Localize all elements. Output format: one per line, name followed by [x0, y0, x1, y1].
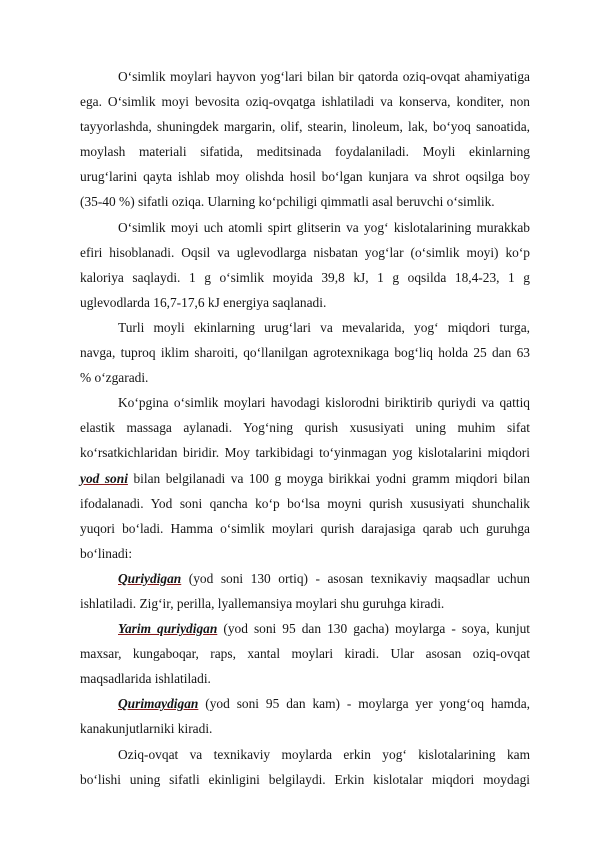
- key-term: yod soni: [80, 470, 128, 486]
- body-text: [80, 64, 530, 792]
- key-term: Qurimaydigan: [118, 696, 199, 712]
- text-line: Ko‘pgina o‘simlik moylari havodagi kislorodni biriktirib quriydi va qattiq: [118, 395, 530, 411]
- text-line: (35-40 %) sifatli oziqa. Ularning ko‘pchiligi qimmatli asal beruvchi o‘simlik.: [80, 194, 495, 210]
- text-line: urug‘larini qayta ishlab moy olishda hosil bo‘lgan kunjara va shrot oqsilga boy: [80, 169, 530, 185]
- line-text: (yod soni 95 dan 130 gacha) moylarga - soya, kunjut: [217, 621, 530, 637]
- text-line: efiri hisoblanadi. Oqsil va uglevodlarga nisbatan yog‘lar (o‘simlik moyi) ko‘p: [80, 244, 530, 260]
- text-line: % o‘zgaradi.: [80, 370, 149, 386]
- text-line: uglevodlarda 16,7-17,6 kJ energiya saqlanadi.: [80, 294, 327, 310]
- text-line: yuqori bo‘ladi. Hamma o‘simlik moylari qurish darajasiga qarab uch guruhga: [80, 520, 530, 536]
- line-text: (yod soni 130 ortiq) - asosan texnikaviy maqsadlar uchun: [181, 570, 530, 586]
- text-line: elastik massaga aylanadi. Yog‘ning qurish xususiyati uning muhim sifat: [80, 420, 530, 436]
- text-line: moylash materiali sifatida, meditsinada foydalaniladi. Moyli ekinlarning: [80, 144, 530, 160]
- text-line: O‘simlik moylari hayvon yog‘lari bilan bir qatorda oziq-ovqat ahamiyatiga: [118, 69, 530, 84]
- text-line: ishlatiladi. Zig‘ir, perilla, lyallemansiya moylari shu guruhga kiradi.: [80, 595, 445, 611]
- text-line: bo‘linadi:: [80, 545, 133, 561]
- text-line: O‘simlik moyi uch atomli spirt glitserin va yog‘ kislotalarining murakkab: [118, 219, 530, 235]
- text-line: [80, 691, 530, 716]
- text-line: bo‘lishi uning sifatli ekinligini belgilaydi. Erkin kislotalar miqdori moydagi: [80, 771, 530, 787]
- text-line: ifodalanadi. Yod soni qancha ko‘p bo‘lsa moyni qurish xususiyati shunchalik: [80, 495, 530, 511]
- text-line: ega. O‘simlik moyi bevosita oziq-ovqatga ishlatiladi va konserva, konditer, non: [80, 94, 530, 110]
- text-line: maxsar, kungaboqar, raps, xantal moylari kiradi. Ular asosan oziq-ovqat: [80, 646, 530, 662]
- text-line: Turli moyli ekinlarning urug‘lari va mevalarida, yog‘ miqdori turga,: [118, 319, 530, 335]
- text-line: [80, 616, 530, 641]
- key-term: Yarim quriydigan: [118, 621, 218, 637]
- text-line: Oziq-ovqat va texnikaviy moylarda erkin yog‘ kislotalarining kam: [118, 746, 530, 762]
- line-text: bilan belgilanadi va 100 g moyga birikkai yodni gramm miqdori bilan: [127, 470, 530, 486]
- text-line: kanakunjutlarniki kiradi.: [80, 721, 213, 737]
- text-line: maqsadlarida ishlatiladi.: [80, 671, 211, 687]
- text-line: navga, tuproq iklim sharoiti, qo‘llanilgan agrotexnikaga bog‘liq holda 25 dan 63: [80, 345, 530, 361]
- key-term: Quriydigan: [118, 570, 182, 586]
- text-line: [80, 466, 530, 491]
- line-text: (yod soni 95 dan kam) - moylarga yer yong‘oq hamda,: [198, 696, 530, 712]
- text-line: tayyorlashda, shuningdek margarin, olif, stearin, linoleum, lak, bo‘yoq sanoatida,: [80, 119, 530, 135]
- text-line: kaloriya saqlaydi. 1 g o‘simlik moyida 39,8 kJ, 1 g oqsilda 18,4-23, 1 g: [80, 269, 530, 285]
- text-line: ko‘rsatkichlaridan biridir. Moy tarkibidagi to‘yinmagan yog kislotalarini miqdori: [80, 445, 530, 461]
- text-line: [80, 566, 530, 591]
